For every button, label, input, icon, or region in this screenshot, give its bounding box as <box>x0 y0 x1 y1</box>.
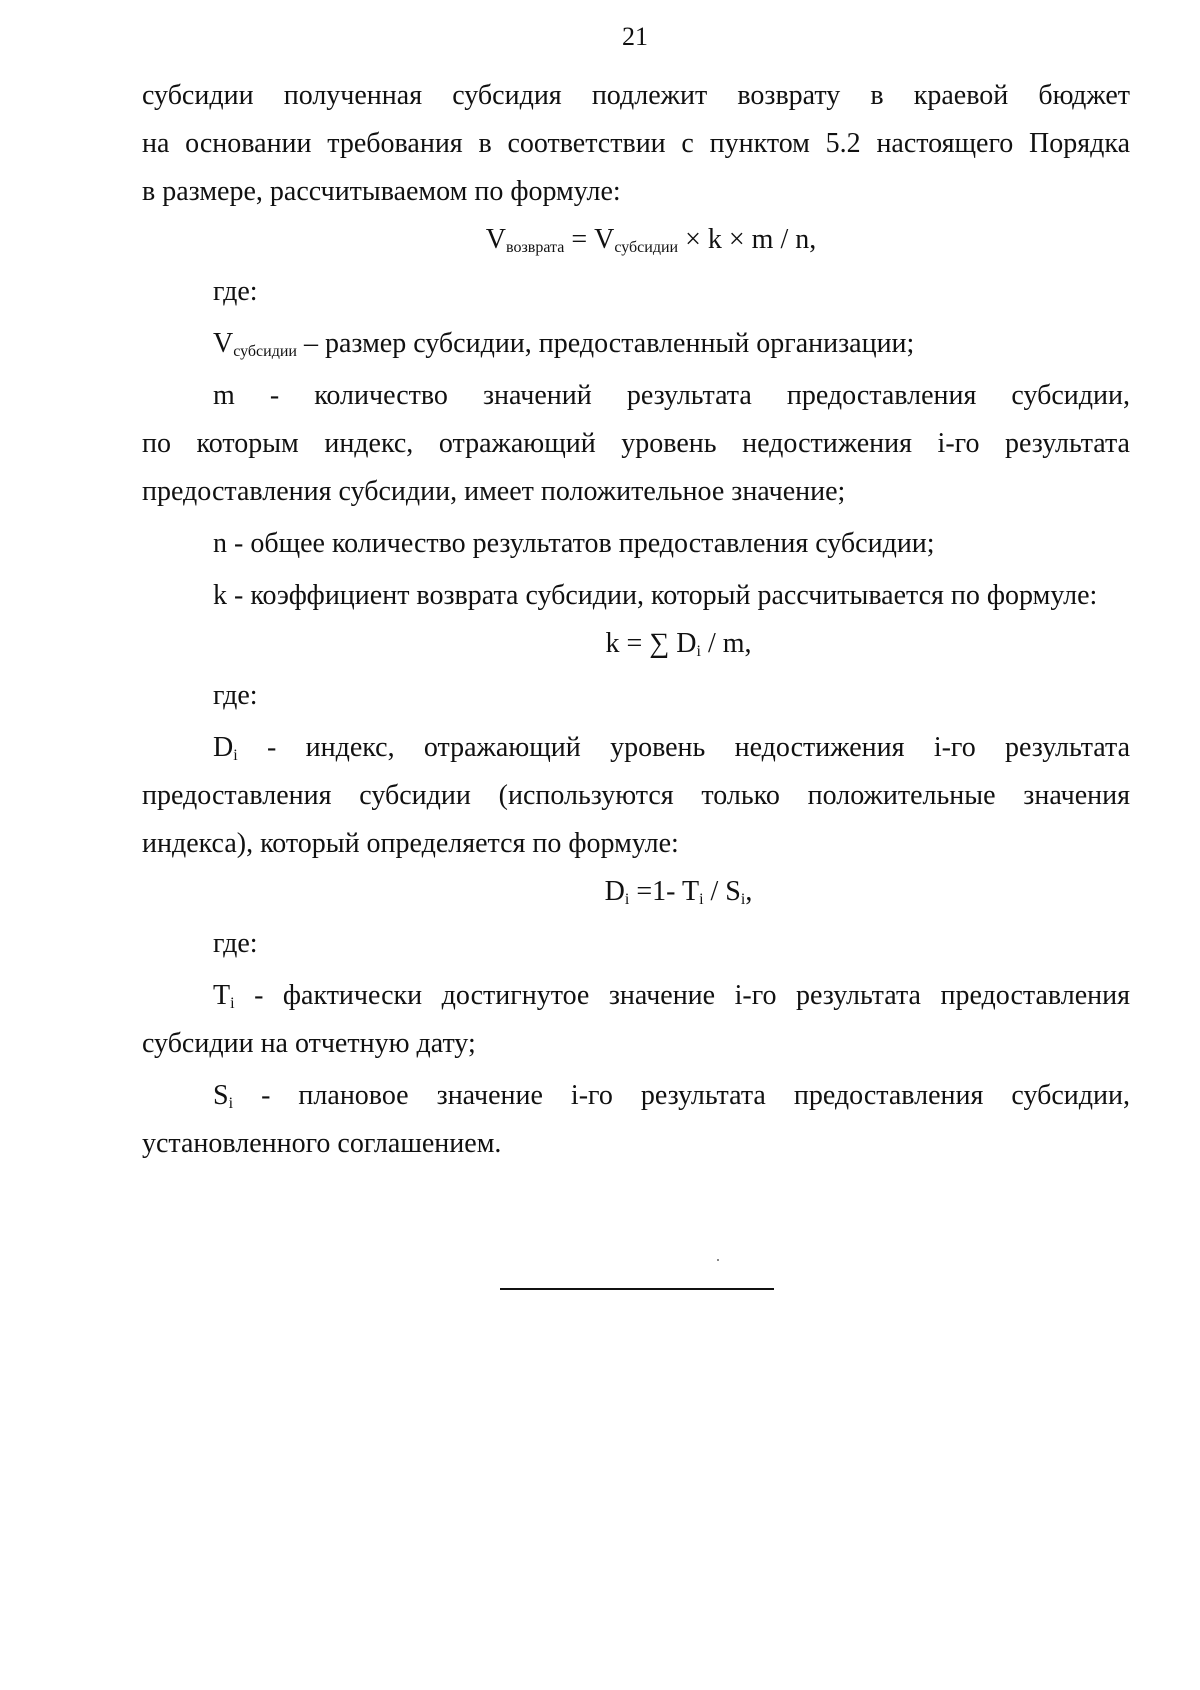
intro-line-2: на основании требования в соответствии с пунктом 5.2 настоящего Порядка <box>142 128 1130 159</box>
def-t-text: - фактически достигнутое значение i-го результата предоставления <box>234 980 1130 1011</box>
definition-k: k - коэффициент возврата субсидии, который рассчитывается по формуле: <box>213 580 1098 611</box>
definition-d-line-2: предоставления субсидии (используются только положительные значения <box>142 780 1130 811</box>
definition-d-line-3: индекса), который определяется по формуле: <box>142 828 679 859</box>
formula-d-sub3: i <box>740 891 746 908</box>
formula-sub-return: возврата <box>506 239 565 256</box>
formula-k-part-b: / m, <box>700 628 752 659</box>
formula-sub-subsidy: субсидии <box>614 239 679 256</box>
def-t-letter: T <box>213 980 231 1011</box>
definition-v-subsidy <box>142 320 1130 368</box>
document-body <box>142 72 1130 1168</box>
formula-d-sub1: i <box>624 891 630 908</box>
where-label-3: где: <box>213 928 258 959</box>
def-d-text: - индекс, отражающий уровень недостижения i-го результата <box>237 732 1130 763</box>
definition-t-line-1 <box>142 972 1130 1020</box>
intro-line-3: в размере, рассчитываемом по формуле: <box>142 176 621 207</box>
formula-v: V <box>485 224 507 255</box>
def-t-sub: i <box>230 995 235 1012</box>
formula-k-part-a: k = ∑ D <box>605 628 697 659</box>
definition-m-line-2: по которым индекс, отражающий уровень недостижения i-го результата <box>142 428 1130 459</box>
definition-t-line-2: субсидии на отчетную дату; <box>142 1028 476 1059</box>
formula-d <box>142 868 1130 916</box>
definition-n: n - общее количество результатов предоставления субсидии; <box>213 528 935 559</box>
definition-s-line-1 <box>142 1072 1130 1120</box>
definition-d-line-1 <box>142 724 1130 772</box>
formula-d-d: , <box>745 876 753 907</box>
def-v-text: – размер субсидии, предоставленный организации; <box>296 328 915 359</box>
scan-speck <box>717 1259 719 1261</box>
formula-d-a: D <box>604 876 625 907</box>
def-d-sub: i <box>233 747 238 764</box>
formula-k <box>142 620 1130 668</box>
intro-line-1: субсидии полученная субсидия подлежит возврату в краевой бюджет <box>142 80 1130 111</box>
end-of-document-rule <box>500 1288 774 1290</box>
def-s-letter: S <box>213 1080 229 1111</box>
definition-s-line-2: установленного соглашением. <box>142 1128 502 1159</box>
def-d-letter: D <box>213 732 234 763</box>
formula-d-c: / S <box>703 876 741 907</box>
formula-d-b: =1- T <box>629 876 700 907</box>
formula-k-sub: i <box>696 643 701 660</box>
where-label-1: где: <box>213 276 258 307</box>
formula-rest: × k × m / n, <box>678 224 817 255</box>
page-number: 21 <box>622 22 648 51</box>
where-label-2: где: <box>213 680 258 711</box>
definition-m-line-3: предоставления субсидии, имеет положительное значение; <box>142 476 846 507</box>
formula-d-sub2: i <box>699 891 704 908</box>
def-v-sub: субсидии <box>233 343 297 360</box>
def-v: V <box>213 328 234 359</box>
def-s-sub: i <box>228 1095 234 1112</box>
formula-return-amount <box>142 216 1130 264</box>
definition-m-line-1: m - количество значений результата предоставления субсидии, <box>213 380 1130 411</box>
def-s-text: - плановое значение i-го результата предоставления субсидии, <box>233 1080 1130 1111</box>
formula-mid: = V <box>564 224 615 255</box>
